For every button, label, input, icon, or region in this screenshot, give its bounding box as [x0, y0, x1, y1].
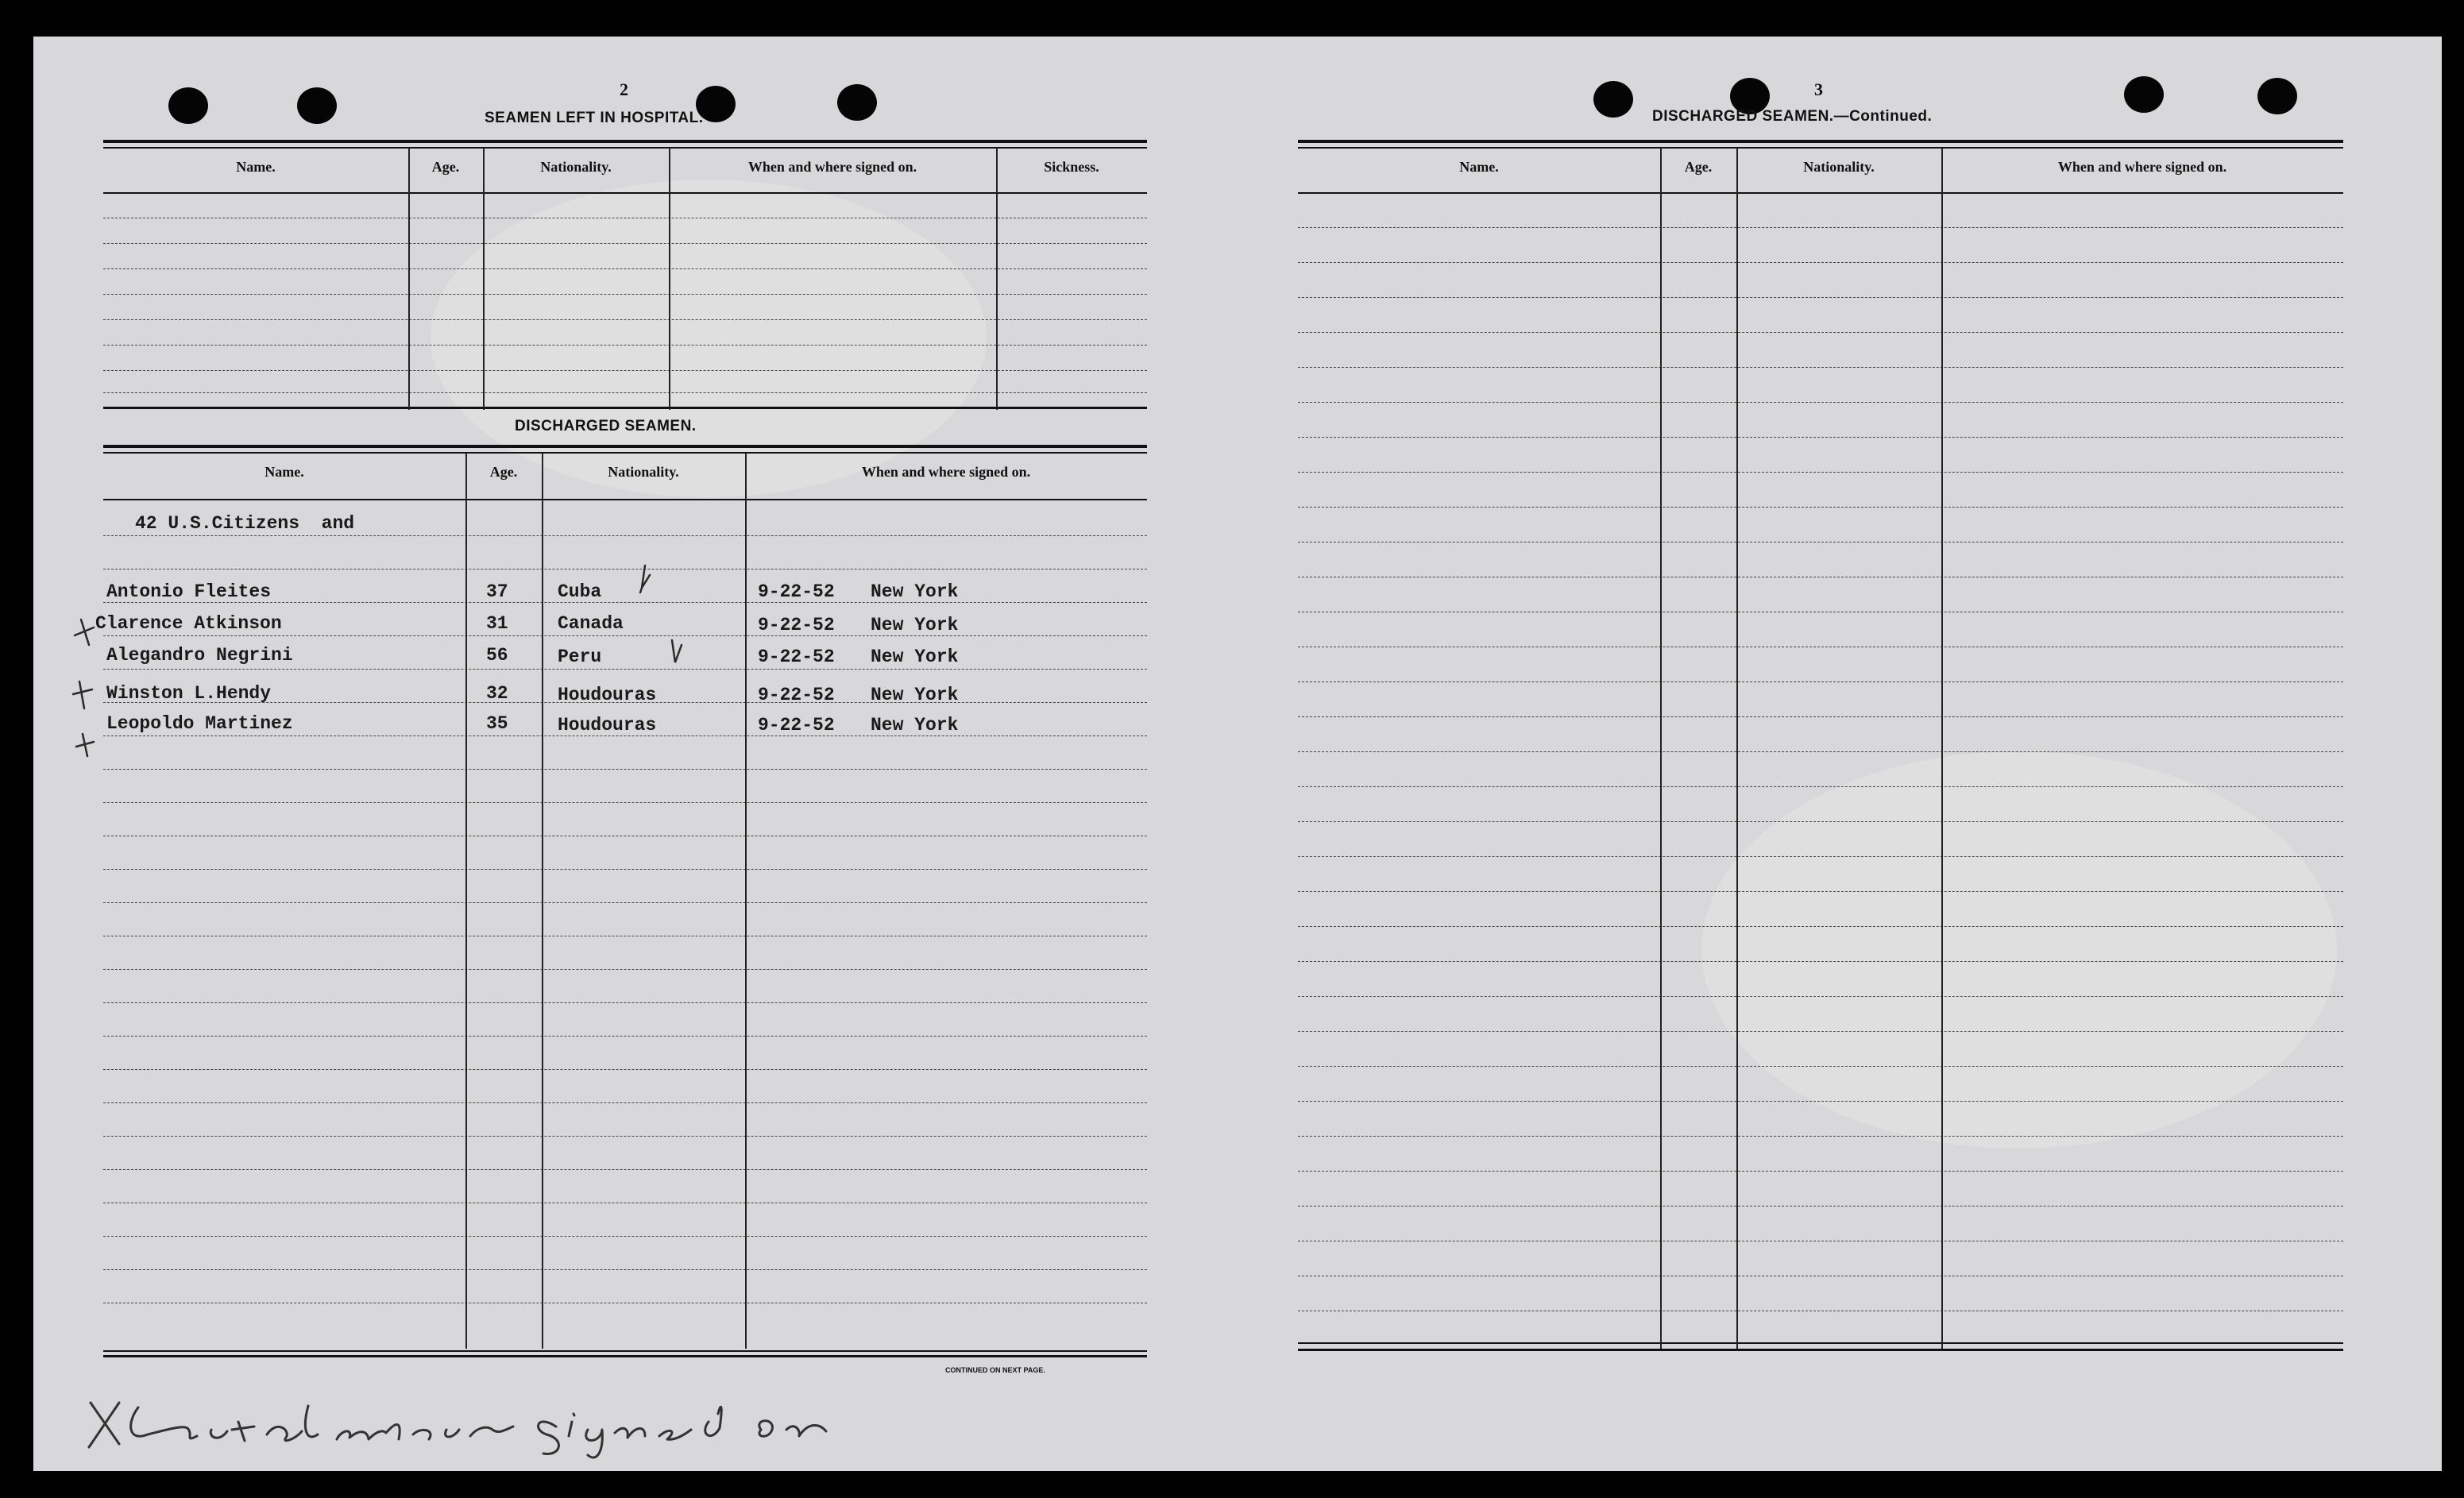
seaman-age: 35 — [486, 713, 508, 734]
hospital-section-title: SEAMEN LEFT IN HOSPITAL. — [485, 110, 704, 126]
seaman-nationality: Houdouras — [558, 715, 657, 735]
discharged-header-name: Name. — [265, 464, 304, 480]
right-section-title: DISCHARGED SEAMEN.—Continued. — [1652, 108, 1933, 125]
seaman-nationality: Cuba — [558, 581, 602, 602]
handwritten-note — [89, 1403, 703, 1458]
right-header-when-where: When and where signed on. — [2057, 159, 2227, 175]
right-page-number: 3 — [1814, 79, 1823, 99]
cross-mark — [73, 681, 92, 708]
cross-mark — [76, 734, 94, 756]
hospital-header-name: Name. — [236, 159, 276, 175]
discharged-header-nationality: Nationality. — [608, 464, 679, 480]
seaman-nationality: Houdouras — [558, 685, 657, 705]
signed-on-date: 9-22-52 — [758, 647, 835, 667]
seaman-age: 31 — [486, 613, 508, 634]
signed-on-place: New York — [871, 715, 959, 735]
citizens-note: 42 U.S.Citizens and — [135, 513, 355, 534]
seaman-age: 32 — [486, 683, 508, 704]
seaman-name: Antonio Fleites — [106, 581, 272, 602]
continued-on-next-page: CONTINUED ON NEXT PAGE. — [945, 1366, 1045, 1374]
right-header-age: Age. — [1684, 159, 1713, 175]
signed-on-date: 9-22-52 — [758, 715, 835, 735]
hospital-header-when-where: When and where signed on. — [747, 159, 917, 175]
cross-mark — [75, 620, 94, 645]
seaman-nationality: Canada — [558, 613, 624, 634]
seaman-name: Winston L.Hendy — [106, 683, 272, 704]
signed-on-place: New York — [871, 685, 959, 705]
signed-on-place: New York — [871, 647, 959, 667]
signed-on-date: 9-22-52 — [758, 581, 835, 602]
discharged-header-when-where: When and where signed on. — [861, 464, 1031, 480]
signed-on-place: New York — [871, 581, 959, 602]
discharged-header-age: Age. — [489, 464, 518, 480]
check-mark — [672, 640, 682, 662]
seaman-name: Leopoldo Martinez — [106, 713, 293, 734]
seaman-age: 37 — [486, 581, 508, 602]
signed-on-date: 9-22-52 — [758, 615, 835, 635]
discharged-section-title: DISCHARGED SEAMEN. — [515, 418, 697, 434]
signed-on-place: New York — [871, 615, 959, 635]
right-discharged-table — [1298, 140, 2343, 1360]
seaman-nationality: Peru — [558, 647, 602, 667]
seaman-name: Clarence Atkinson — [95, 613, 282, 634]
check-mark — [640, 566, 650, 593]
seaman-age: 56 — [486, 645, 508, 666]
left-page-number: 2 — [620, 79, 628, 99]
right-header-nationality: Nationality. — [1803, 159, 1875, 175]
signed-on-date: 9-22-52 — [758, 685, 835, 705]
hospital-header-nationality: Nationality. — [540, 159, 612, 175]
hospital-header-sickness: Sickness. — [1044, 159, 1099, 175]
hospital-header-age: Age. — [431, 159, 460, 175]
right-header-name: Name. — [1459, 159, 1499, 175]
seaman-name: Alegandro Negrini — [106, 645, 293, 666]
